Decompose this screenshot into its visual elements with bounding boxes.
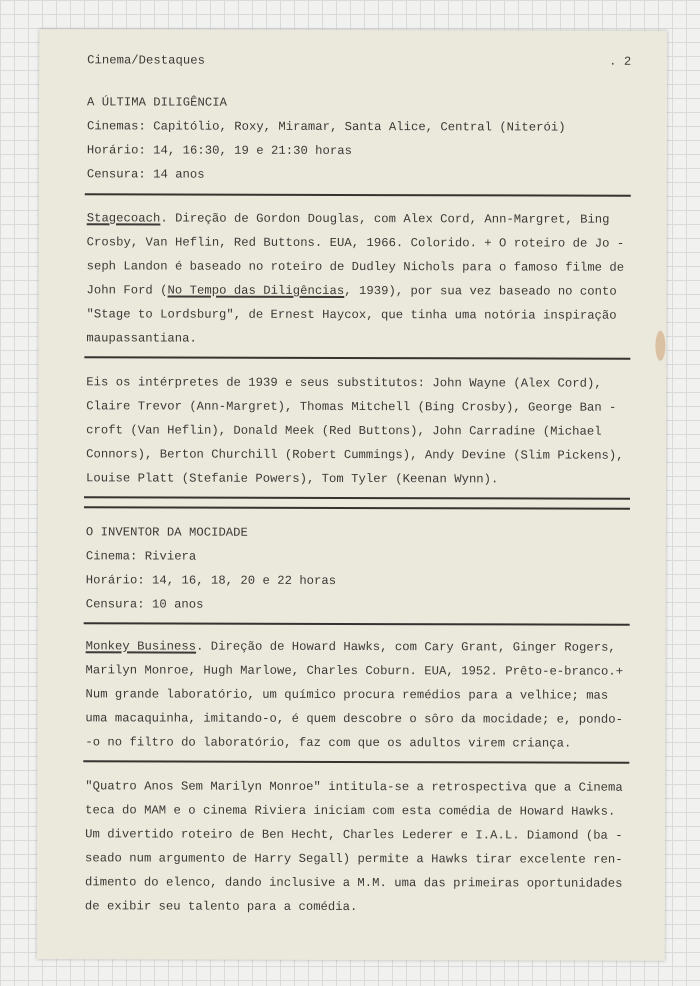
rust-stain bbox=[655, 331, 665, 361]
film2-p1-line5: -o no filtro do laboratório, faz com que os adultos virem criança. bbox=[85, 735, 572, 751]
film2-horario: Horário: 14, 16, 18, 20 e 22 horas bbox=[85, 573, 337, 588]
film2-p2-line4: seado num argumento de Harry Segall) permite a Hawks tirar excelente ren- bbox=[85, 851, 623, 867]
typewritten-page bbox=[37, 29, 667, 961]
rule-6 bbox=[83, 760, 629, 763]
rule-5 bbox=[84, 622, 630, 625]
film1-censura: Censura: 14 anos bbox=[86, 167, 205, 182]
film2-p2-line1: "Quatro Anos Sem Marilyn Monroe" intitula-se a retrospectiva que a Cinema bbox=[85, 779, 623, 795]
film1-p1-line2: Crosby, Van Heflin, Red Buttons. EUA, 1966. Colorido. + O roteiro de Jo - bbox=[86, 235, 625, 251]
film1-p1-line1: Stagecoach. Direção de Gordon Douglas, com Alex Cord, Ann-Margret, Bing bbox=[86, 211, 610, 227]
film1-original-title: Stagecoach bbox=[86, 211, 161, 226]
film2-p2-line6: de exibir seu talento para a comédia. bbox=[84, 899, 358, 915]
page-number: . 2 bbox=[609, 54, 632, 69]
film1-p1-line5: "Stage to Lordsburg", de Ernest Haycox, que tinha uma notória inspiração bbox=[86, 307, 617, 323]
film2-p1-line2: Marilyn Monroe, Hugh Marlowe, Charles Coburn. EUA, 1952. Prêto-e-branco.+ bbox=[85, 663, 624, 679]
film1-p1-line3: seph Landon é baseado no roteiro de Dudley Nichols para o famoso filme de bbox=[86, 259, 625, 275]
film1-p2-line3: croft (Van Heflin), Donald Meek (Red Buttons), John Carradine (Michael bbox=[86, 423, 602, 439]
film1-p2-line5: Louise Platt (Stefanie Powers), Tom Tyler (Keenan Wynn). bbox=[86, 471, 499, 487]
film2-original-title: Monkey Business bbox=[85, 639, 197, 654]
rule-4 bbox=[84, 506, 630, 509]
film1-p2-line4: Connors), Berton Churchill (Robert Cummings), Andy Devine (Slim Pickens), bbox=[86, 447, 624, 463]
film1-p2-line1: Eis os intérpretes de 1939 e seus substitutos: John Wayne (Alex Cord), bbox=[86, 375, 602, 391]
rule-1 bbox=[85, 193, 631, 196]
film2-p2-line3: Um divertido roteiro de Ben Hecht, Charles Lederer e I.A.L. Diamond (ba - bbox=[85, 827, 623, 843]
header-section: Cinema/Destaques bbox=[87, 53, 205, 68]
film1-cinemas: Cinemas: Capitólio, Roxy, Miramar, Santa Alice, Central (Niterói) bbox=[86, 119, 566, 135]
film2-p1-line3: Num grande laboratório, um químico procura remédios para a velhice; mas bbox=[85, 687, 609, 703]
film2-cinema: Cinema: Riviera bbox=[85, 549, 197, 564]
film1-p1-line6: maupassantiana. bbox=[86, 331, 197, 346]
film1-p2-line2: Claire Trevor (Ann-Margret), Thomas Mitchell (Bing Crosby), George Ban - bbox=[86, 399, 617, 415]
rule-3 bbox=[84, 496, 630, 499]
film1-title: A ÚLTIMA DILIGÊNCIA bbox=[87, 95, 227, 110]
film1-horario: Horário: 14, 16:30, 19 e 21:30 horas bbox=[86, 143, 353, 158]
film2-p2-line5: dimento do elenco, dando inclusive a M.M. uma das primeiras oportunidades bbox=[84, 875, 623, 891]
film2-censura: Censura: 10 anos bbox=[85, 597, 204, 612]
film2-title: O INVENTOR DA MOCIDADE bbox=[85, 525, 248, 540]
film1-reference-title: No Tempo das Diligências bbox=[167, 283, 345, 298]
film2-p2-line2: teca do MAM e o cinema Riviera iniciam com esta comédia de Howard Hawks. bbox=[85, 803, 616, 819]
film2-p1-line4: uma macaquinha, imitando-o, é quem descobre o sôro da mocidade; e, pondo- bbox=[85, 711, 623, 727]
film2-p1-line1: Monkey Business. Direção de Howard Hawks, com Cary Grant, Ginger Rogers, bbox=[85, 639, 616, 655]
film1-p1-line4: John Ford (No Tempo das Diligências, 1939), por sua vez baseado no conto bbox=[86, 283, 617, 299]
rule-2 bbox=[84, 356, 630, 359]
